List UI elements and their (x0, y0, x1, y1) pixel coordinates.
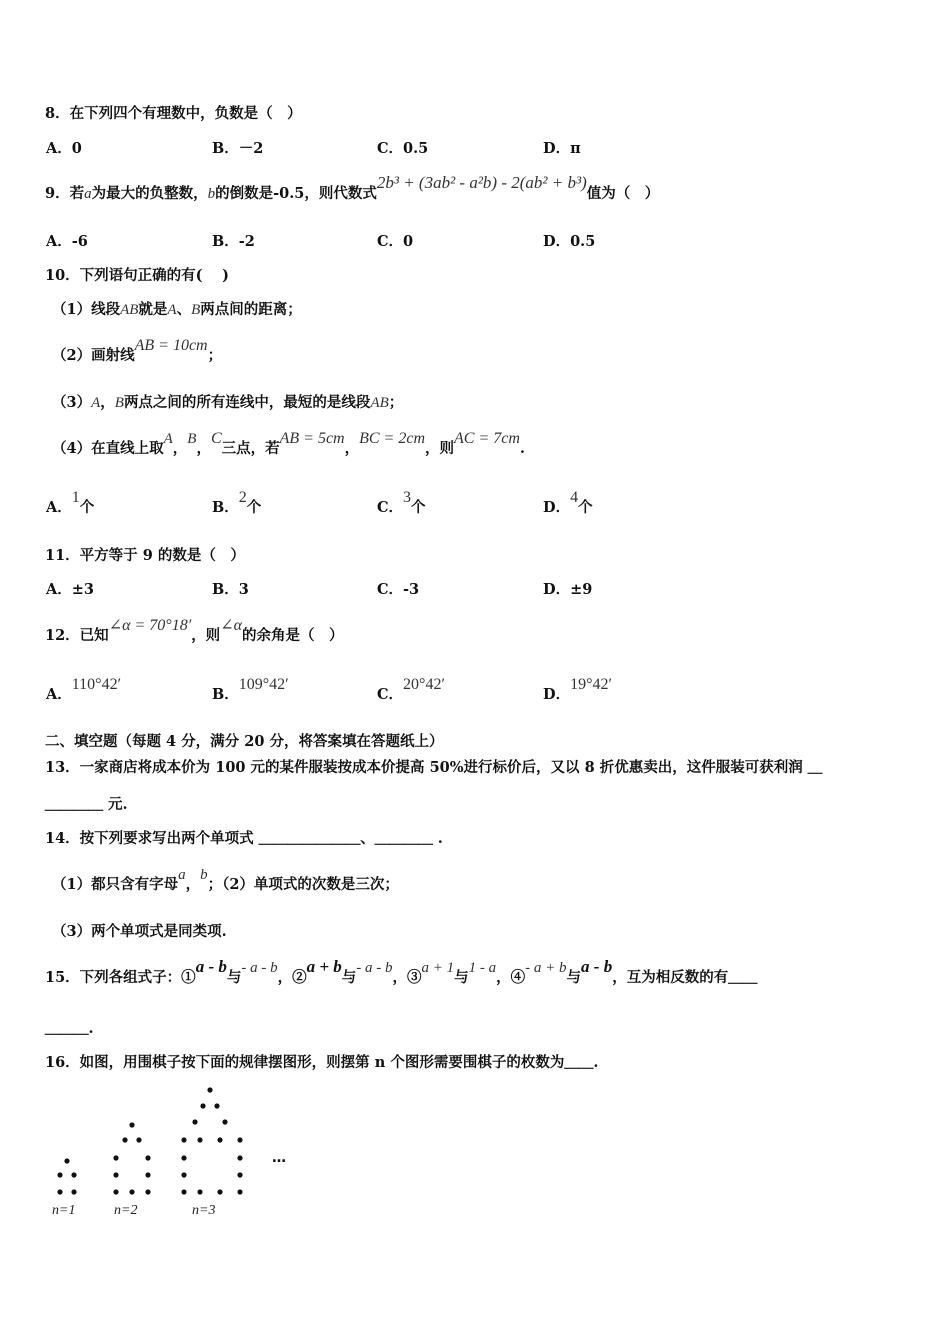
section-2-title: 二、填空题（每题 4 分，满分 20 分，将答案填在答题纸上） (45, 733, 444, 750)
stone (237, 1172, 242, 1177)
stone (71, 1172, 76, 1177)
stone (181, 1189, 186, 1194)
q16-stem: 16．如图，用围棋子按下面的规律摆图形，则摆第 n 个图形需要围棋子的枚数为＿＿. (45, 1054, 599, 1071)
stone (192, 1119, 197, 1124)
q9-var-a: a (84, 186, 92, 202)
q11-option-a: A．±3 (46, 581, 94, 598)
q10-statement-3: （3）A，B两点之间的所有连线中，最短的是线段AB； (52, 394, 404, 411)
q14-requirement-1-2: （1）都只含有字母a，b；（2）单项式的次数是三次； (52, 867, 399, 893)
q8-option-d: D．π (543, 140, 581, 157)
stone (237, 1155, 242, 1160)
stone (237, 1189, 242, 1194)
q9-var-b: b (207, 186, 216, 202)
stone (71, 1189, 76, 1194)
stone (197, 1137, 202, 1142)
q12-option-c: C．20°42′ (377, 676, 445, 703)
q12-option-b: B．109°42′ (212, 676, 289, 703)
stone (57, 1189, 62, 1194)
stone (113, 1172, 118, 1177)
q8-option-a: A．0 (46, 140, 82, 157)
stone (145, 1172, 150, 1177)
q11-option-b: B．3 (212, 581, 249, 598)
q10-option-a: A．1个 (46, 489, 95, 516)
q13-line-1: 13．一家商店将成本价为 100 元的某件服装按成本价提高 50%进行标价后，又以 8 折优惠卖出，这件服装可获利润 ＿ (45, 759, 823, 776)
q14-stem: 14．按下列要求写出两个单项式 ＿＿＿＿＿＿＿、＿＿＿＿ . (45, 830, 443, 847)
q11-option-c: C．-3 (377, 581, 420, 598)
q15-line-1: 15．下列各组式子：①a - b与- a - b，②a + b与- a - b，③a + 1与1 - a，④- a + b与a - b，互为相反数的有＿＿ (45, 957, 758, 986)
stone (217, 1137, 222, 1142)
stone (200, 1103, 205, 1108)
stone (113, 1155, 118, 1160)
stone (136, 1137, 141, 1142)
stone (217, 1189, 222, 1194)
q9-option-b: B．-2 (212, 233, 255, 250)
q12-option-a: A．110°42′ (46, 676, 122, 703)
q9-option-c: C．0 (377, 233, 414, 250)
q15-line-2: ＿＿＿. (45, 1020, 94, 1037)
stone (57, 1172, 62, 1177)
q8-option-b: B．－2 (212, 140, 264, 157)
q9-option-d: D．0.5 (543, 233, 596, 250)
q9-expression: 2b³ + (3ab² - a²b) - 2(ab² + b³) (376, 173, 587, 192)
stone (197, 1189, 202, 1194)
q12-option-d: D．19°42′ (543, 676, 612, 703)
q11-stem: 11．平方等于 9 的数是（ ） (45, 547, 245, 564)
figure-ellipsis: … (272, 1150, 286, 1166)
q9-option-a: A．-6 (46, 233, 88, 250)
stone (181, 1155, 186, 1160)
stone (145, 1155, 150, 1160)
q10-option-d: D．4个 (543, 489, 593, 516)
q10-stem: 10．下列语句正确的有( ) (45, 267, 229, 284)
q10-option-b: B．2个 (212, 489, 262, 516)
figure-label-n2: n=2 (114, 1203, 138, 1218)
figure-label-n1: n=1 (52, 1203, 76, 1218)
stone (129, 1122, 134, 1127)
stone (222, 1119, 227, 1124)
stone (122, 1137, 127, 1142)
q10-option-c: C．3个 (377, 489, 426, 516)
q8-option-c: C．0.5 (377, 140, 429, 157)
q10-statement-4: （4）在直线上取A，B，C三点，若AB = 5cm，BC = 2cm，则AC = 7cm. (52, 430, 525, 457)
figure-label-n3: n=3 (192, 1203, 216, 1218)
q8-stem: 8．在下列四个有理数中，负数是（ ） (45, 105, 302, 122)
stone (207, 1087, 212, 1092)
go-stones-pattern-figure (48, 1086, 308, 1226)
q14-requirement-3: （3）两个单项式是同类项. (52, 923, 227, 940)
q12-stem: 12．已知∠α = 70°18′，则∠α的余角是（ ） (45, 617, 344, 644)
q10-statement-2: （2）画射线AB = 10cm； (52, 337, 223, 364)
stone (214, 1103, 219, 1108)
q10-statement-1: （1）线段AB就是A、B两点间的距离； (52, 301, 302, 318)
q13-line-2: ＿＿＿＿ 元. (45, 796, 128, 813)
stone (145, 1189, 150, 1194)
q9-stem: 9．若a为最大的负整数，b的倒数是-0.5，则代数式2b³ + (3ab² - a²b) - 2(ab² + b³)值为（ ） (45, 173, 660, 202)
stone (181, 1137, 186, 1142)
stone (237, 1137, 242, 1142)
stone (181, 1172, 186, 1177)
q11-option-d: D．±9 (543, 581, 593, 598)
stone (129, 1189, 134, 1194)
stone (113, 1189, 118, 1194)
stone (64, 1158, 69, 1163)
